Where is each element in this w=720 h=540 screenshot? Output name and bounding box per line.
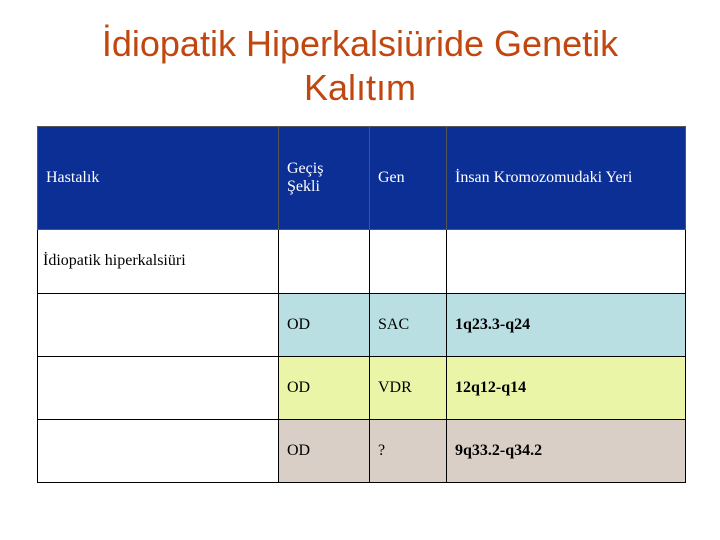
table-cell-blank [38,420,279,483]
header-location: İnsan Kromozomudaki Yeri [447,127,686,230]
table-cell-inheritance: OD [279,420,370,483]
slide-title-line-2: Kalıtım [303,67,417,108]
section-empty-cell [279,230,370,294]
genetics-table [37,126,686,483]
header-disease: Hastalık [38,127,279,230]
section-label: İdiopatik hiperkalsiüri [43,252,186,269]
header-inheritance-line-1: Geçiş [287,160,324,177]
table-cell-gene: SAC [370,294,447,357]
table-cell-blank [38,294,279,357]
table-row [38,294,686,357]
table-header-row [38,127,686,230]
header-gene: Gen [370,127,447,230]
table-row [38,357,686,420]
table-cell-location: 1q23.3-q24 [447,294,686,357]
slide-title [0,22,720,110]
section-label-cell [38,230,279,294]
table-cell-location: 9q33.2-q34.2 [447,420,686,483]
table-cell-gene: VDR [370,357,447,420]
table-row [38,420,686,483]
table-cell-blank [38,357,279,420]
table-cell-gene: ? [370,420,447,483]
table-section-row [38,230,686,294]
table-cell-inheritance: OD [279,357,370,420]
section-empty-cell [447,230,686,294]
header-inheritance [279,127,370,230]
slide-title-line-1: İdiopatik Hiperkalsiüride Genetik [101,23,619,64]
section-empty-cell [370,230,447,294]
table-cell-inheritance: OD [279,294,370,357]
header-inheritance-line-2: Şekli [287,178,320,195]
table-cell-location: 12q12-q14 [447,357,686,420]
